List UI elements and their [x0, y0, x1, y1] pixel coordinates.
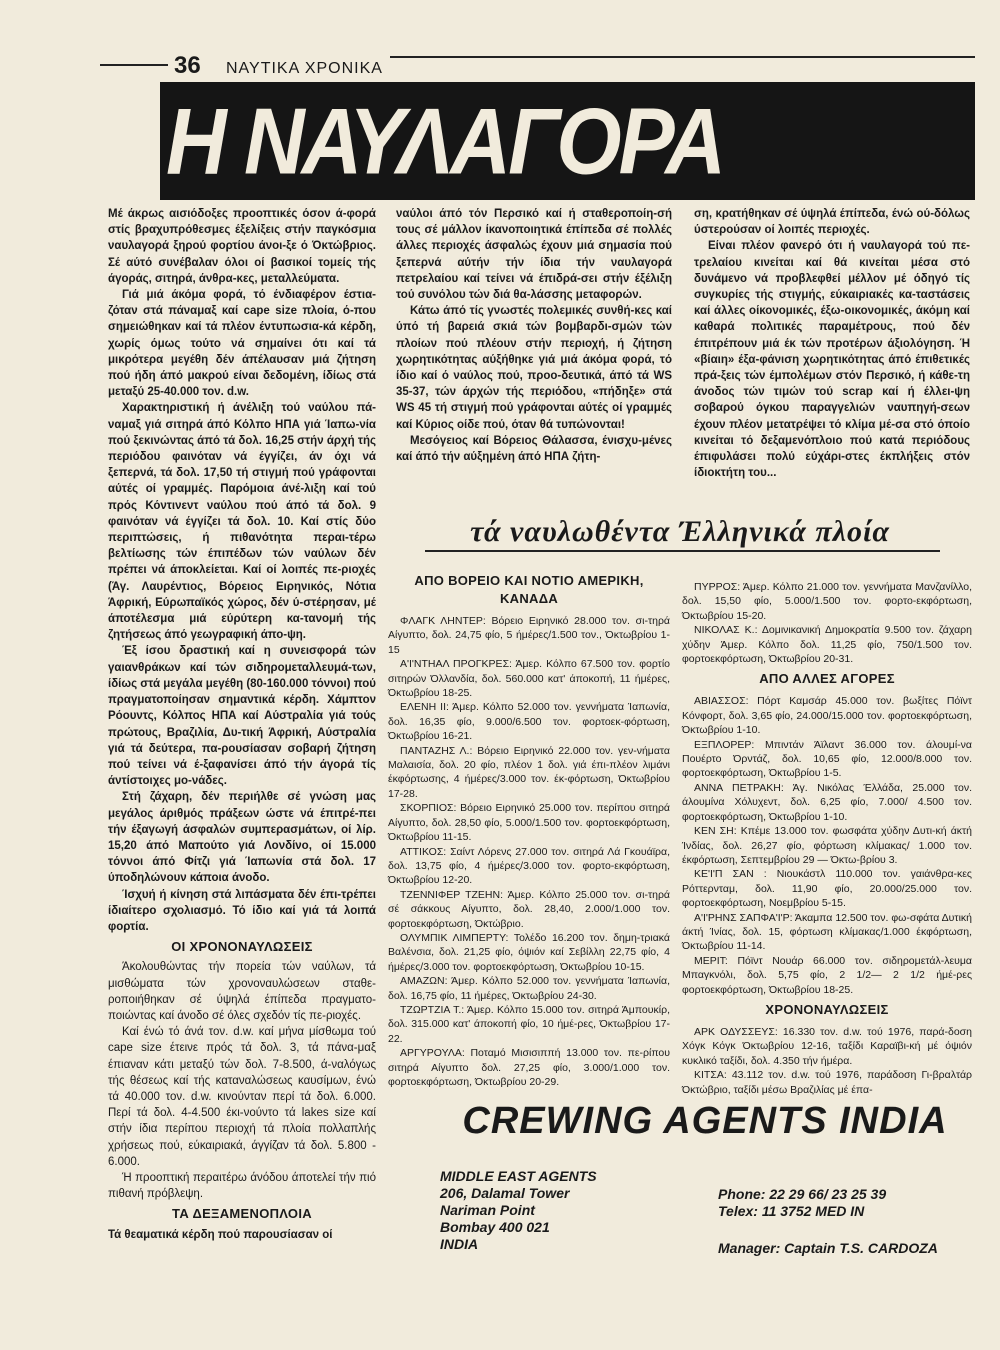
article-paragraph: Χαρακτηριστική ή άνέλιξη τού ναύλου πά-ναμαξ γιά σιτηρά άπό Κόλπο ΗΠΑ γιά Ίαπω-νία πού ξεκινώντας άπό τά δολ. 16,25 στήν άρχή τής περιόδου φαινόταν νά έγγίζει, άν όχι νά ξεπερνά, τά δολ. 17,50 τή στιγμή πού γράφονται αύτές οί γραμμές. Παρόμοια άνέ-λιξη καί τού πρός Κόντινεντ ναύλου πού άπό τά δολ. 9 φαινόταν νά έγγίζει τά δολ. 10. Καί στίς δύο περιπτώσεις, ή πιθανότητα περαι-τέρω βελτίωσης τών έπιπέδων τών ναύλων δέν πρέπει νά άποκλείεται. Καί οί λοιπές πε-ριοχές (Άγ. Λαυρέντιος, Βόρειος Ειρηνικός, Νότια Άφρική, Εύρωπαϊκός χώρος, δέν ύ-στέρησαν, μέ άποτέλεσμα μιά εύρύτερη κα-τανομή τής ζητήσεως άπό γεωγραφική άπο-ψη. [108, 402, 376, 642]
title-banner [160, 82, 975, 200]
article-title: Η ΝΑΥΛΑΓΟΡΑ [166, 88, 724, 194]
charter-entry: ΑΜΑΖΩΝ: Άμερ. Κόλπο 52.000 τον. γεννήματα Ίαπωνία, δολ. 16,75 φίο, 11 ήμέρες, Όκτωβρίου 24-30. [388, 975, 670, 1002]
list-heading-other-markets: ΑΠΟ ΑΛΛΕΣ ΑΓΟΡΕΣ [759, 671, 895, 687]
charter-entry: ΦΛΑΓΚ ΛΗΝΤΕΡ: Βόρειο Ειρηνικό 28.000 τον. σι-τηρά Αίγυπτο, δολ. 24,75 φίο, 5 ήμέρες/1.500 τον., Όκτωβρίου 1-15 [388, 615, 670, 656]
subheading-time-charters: ΟΙ ΧΡΟΝΟΝΑΥΛΩΣΕΙΣ [171, 939, 313, 955]
article-paragraph: ναύλοι άπό τόν Περσικό καί ή σταθεροποίη-σή τους σέ μάλλον ίκανοποιητικά έπίπεδα σέ πολλές άλλες περιοχές άσφαλώς έχουν μιά σημασία πού ξεπερνά αύτήν τήν ίδια τήν ναυλαγορά πετρελαίου καί τείνει νά έπιδρά-σει στήν έξέλιξη τού συνόλου τών διά θα-λάσσης μεταφορών. [396, 208, 672, 302]
article-paragraph: ση, κρατήθηκαν σέ ύψηλά έπίπεδα, ένώ ού-δόλως ύστερούσαν οί λοιπές περιοχές. [694, 208, 970, 237]
address-line: 206, Dalamal Tower [440, 1185, 570, 1201]
advert-manager: Manager: Captain T.S. CARDOZA [718, 1240, 938, 1256]
chartered-title-underline [425, 550, 940, 552]
list-heading-time-charters: ΧΡΟΝΟΝΑΥΛΩΣΕΙΣ [765, 1001, 889, 1017]
charter-entry: ΑΤΤΙΚΟΣ: Σαίντ Λόρενς 27.000 τον. σιτηρά Λά Γκουάϊρα, δολ. 13,75 φίο, 4 ήμέρες/3.000 τον. φορτο-εκφόρτωση, Όκτωβρίου 12-20. [388, 845, 670, 887]
charter-entry: ΑΡΚ ΟΔΥΣΣΕΥΣ: 16.330 τον. d.w. τού 1976, παρά-δοση Χόγκ Κόγκ Όκτωβρίου 12-16, ταξίδι Καραϊβι-κή μέ όψιόν κυκλικό ταξίδι, δολ. 4.350 τήν ήμέρα. [682, 1025, 972, 1067]
publication-name: ΝΑΥΤΙΚΑ ΧΡΟΝΙΚΑ [226, 60, 383, 77]
article-paragraph: Άκολουθώντας τήν πορεία τών ναύλων, τά μισθώματα τών χρονοναυλώσεων σταθε-ροποιήθηκαν σέ ύψηλά έπίπεδα πραγματο-ποιώντας καί άνοδο σέ όλες σχεδόν τίς πε-ριοχές. [108, 961, 376, 1022]
article-paragraph: Καί ένώ τό άνά τον. d.w. καί μήνα μίσθωμα τού cape size έτεινε πρός τά δολ. 3, τά πάνα-μαξ έπιαναν κάτι μεταξύ τών δολ. 7-8.500, ά-ναλόγως τής θέσεως καί τής καταναλώσεως καυσίμων, ένώ τά 40.000 τον. d.w. κινούνταν περί τά δολ. 6.000. Περί τά δολ. 4-4.500 έκι-νούντο τά lakes size καί στήν ίδια περίπου περιοχή τά πλοία πολλαπλής χρήσεως πού, εύκαιριακά, άγγίζαν τά δολ. 5.800 - 6.000. [108, 1026, 376, 1168]
subheading-tankers: ΤΑ ΔΕΞΑΜΕΝΟΠΛΟΙΑ [172, 1206, 312, 1222]
article-column-1 [108, 206, 376, 1243]
advert-address [440, 1168, 597, 1253]
article-column-2 [396, 206, 672, 465]
address-line: MIDDLE EAST AGENTS [440, 1168, 597, 1184]
advert-phone: Phone: 22 29 66/ 23 25 39 [718, 1186, 887, 1202]
article-paragraph: Κάτω άπό τίς γνωστές πολεμικές συνθή-κες καί ύπό τή βαρειά σκιά τών βομβαρδι-σμών τών πλοίων πού πλέουν στήν περιοχή, ή ζήτηση χωρητικότητας αύξήθηκε γιά μιά άκόμα φορά, τό ίδιο καί ό ναύλος πού, προο-δευτικά, άπό τά WS 35-37, τών άρχών τής περιόδου, «πήδηξε» στά WS 45 τή στιγμή πού γράφονται αύτές οί γραμμές καί Κύριος οίδε πού, όταν θά τυπώνονται! [396, 305, 672, 431]
advert-contact [718, 1186, 886, 1220]
charter-entry: Α'Ι'ΝΤΗΑΛ ΠΡΟΓΚΡΕΣ: Άμερ. Κόλπο 67.500 τον. φορτίο σιτηρών Όλλανδία, δολ. 560.000 κατ' άποκοπή, 11 ήμέρες, Όκτωβρίου 18-25. [388, 658, 670, 700]
charter-entry: Α'Ι'ΡΗΝΣ ΣΑΠΦΑ'Ι'Ρ: Άκαμπα 12.500 τον. φω-σφάτα Δυτική άκτή Ίνίας, δολ. 15, φόρτωση κλίμακας/1.000 έκφόρτωση, Όκτωβρίου 11-14. [682, 911, 972, 953]
charter-entry: ΠΥΡΡΟΣ: Άμερ. Κόλπο 21.000 τον. γεννήματα Μανζανίλλο, δολ. 15,50 φίο, 5.000/1.500 τον. φορτο-εκφόρτωση, Όκτωβρίου 15-20. [682, 581, 972, 622]
charter-entry: ΑΡΓΥΡΟΥΛΑ: Ποταμό Μισισιππή 13.000 τον. πε-ρίπου σιτηρά Αίγυπτο δολ. 27,25 φίο, 3.000/1.000 τον. φορτοεκφόρτωση, Όκτωβρίου 20-29. [388, 1047, 670, 1088]
article-paragraph: Είναι πλέον φανερό ότι ή ναυλαγορά τού πε-τρελαίου κινείται καί θά κινείται μέσα στό δυνάμενο νά προβλεφθεί μέλλον μέ όδηγό τίς συγκυρίες τής στιγμής, εύκαιριακές κα-ταστάσεις καί άλλες οίκονομικές, έξω-οικονομικές, άκόμη καί καθαρά πολιτικές παραμέτρους, πού δέν έπιτρέπουν μιά έκ τών προτέρων άξιολόγηση. Ή «βίαιη» έξα-φάνιση χωρητικότητας άπό έπιθετικές πρά-ξεις τών έμπολέμων στόν Περσικό, ή κάθε-τη άνοδος τών τιμών τού scrap καί ή έλλει-ψη σοβαρού όγκου παραγγελιών ναυπηγή-σεων έχουν πλέον μετατρέψει τό κλίμα μέ-σα στό όποίο κινείται τό δεξαμενόπλοιο πού κατά περιόδους έπιφυλάσει πολύ εύχάρι-στες έκπλήξεις στόν ίδιοκτήτη του... [694, 240, 970, 480]
article-paragraph: Γιά μιά άκόμα φορά, τό ένδιαφέρον έστια-ζόταν στά πάναμαξ καί cape size πλοία, ό-που σημειώθηκαν καί τά πλέον έντυπωσια-κά κέρδη, χωρίς όμως τούτο νά σημαίνει ότι καί τά μικρότερα μεγέθη δέν άπέλαυσαν μιά ζήτηση πού ήδη άπό μακρού είναι δεδομένη, ίδίως στά μεταξύ 25-40.000 τον. d.w. [108, 289, 376, 399]
charter-entry: ΤΖΩΡΤΖΙΑ Τ.: Άμερ. Κόλπο 15.000 τον. σιτηρά Άμπουκίρ, δολ. 315.000 κατ' άποκοπή φίο, 10 ήμέ-ρες, Όκτωβρίου 17-22. [388, 1003, 670, 1045]
article-paragraph: Μέ άκρως αισιόδοξες προοπτικές όσον ά-φορά στίς βραχυπρόθεσμες έξελίξεις στήν παγκόσμια ναυλαγορά ξηρού φορτίου άνοι-ξε ό Όκτώβριος. Σέ αύτό συνέβαλαν όλοι οί βασικοί τομείς τής άγοράς, σιτηρά, άνθρα-κες, μεταλλεύματα. [108, 208, 376, 285]
page-header [100, 52, 975, 82]
charter-entry: ΤΖΕΝΝΙΦΕΡ ΤΖΕΗΝ: Άμερ. Κόλπο 25.000 τον. σι-τηρά σέ σάκκους Αίγυπτο, δολ. 28,40, 2.000/1.000 τον. φορτοεκφόρτωση, Όκτώβριο. [388, 888, 670, 930]
article-paragraph: Τά θεαματικά κέρδη πού παρουσίασαν οί [108, 1228, 333, 1241]
advert-title: CREWING AGENTS INDIA [462, 1100, 948, 1142]
address-line: Nariman Point [440, 1202, 535, 1218]
crewing-agents-advert [440, 1096, 970, 1296]
article-paragraph: Μεσόγειος καί Βόρειος Θάλασσα, ένισχυ-μένες καί άπό τήν αύξημένη άπό ΗΠΑ ζήτη- [396, 434, 672, 464]
article-paragraph: Έξ ίσου δραστική καί η συνεισφορά τών γαιανθράκων καί τών σιδηρομεταλλευμά-των, ίδίως στά μεγάλα μεγέθη (80-160.000 τόννοι) πού πραγματοποίησαν σημαντικά κέρδη. Χάμπτον Ρόουντς, Κόλπος ΗΠΑ καί Αύστραλία γιά τούς πρώτους, Βραζιλία, Δυ-τική Άφρική, Αύστραλία γιά τά δεύτερα, πα-ρουσίασαν σοβαρή ζήτηση πού τείνει νά έ-ξαφανίσει άπό τήν άγορά τίς άντίστοιχες μο-νάδες. [108, 645, 376, 788]
header-rule-right [390, 56, 975, 58]
article-paragraph: Στή ζάχαρη, δέν περιήλθε σέ γνώση μας μεγάλος άριθμός πράξεων ώστε νά έπιτρέ-πει τήν έξαγωγή άσφαλών συμπερασμάτων, οί λίρ. 15,20 άπό Μαπούτο γιά Λονδίνο, οί 15.000 τόννοι άπό Φίτζι γιά Ίαπωνία στά δολ. 17 ύποδηλώνουν κάποια άνοδο. [108, 791, 376, 885]
charter-entry: ΣΚΟΡΠΙΟΣ: Βόρειο Ειρηνικό 25.000 τον. περίπου σιτηρά Αίγυπτο, δολ. 28,50 φίο, 5.000/1.500 τον. φορτοεκφόρτωση, Όκτωβρίου 11-15. [388, 802, 670, 844]
article-column-3 [694, 206, 970, 481]
charter-entry: ΜΕΡΙΤ: Πόϊντ Νουάρ 66.000 τον. σιδηρομετάλ-λευμα Μπαγκνόλι, δολ. 5,75 φίο, 2 1/2— 2 1/2 ήμέ-ρες φορτοεκφόρτωση, Όκτωβρίου 18-25. [682, 954, 972, 996]
article-paragraph: Ίσχυή ή κίνηση στά λιπάσματα δέν έπι-τρέπει ίδιαίτερο σχολιασμό. Τό ίδιο καί γιά τά λοιπά φορτία. [108, 888, 376, 933]
article-paragraph: Ή προοπτική περαιτέρω άνόδου άποτελεί τήν πιό πιθανή πρόβλεψη. [108, 1171, 376, 1201]
charter-entry: ΠΑΝΤΑΖΗΣ Λ.: Βόρειο Ειρηνικό 22.000 τον. γεν-νήματα Μαλαισία, δολ. 20 φίο, πλέον 1 δολ. γιά έπι-πλέον λιμάνι έκφόρτωσης, 4 ήμέρες/3.000 τον. έκ-φόρτωση, Όκτωβρίου 17-28. [388, 744, 670, 800]
list-heading-americas: ΑΠΟ ΒΟΡΕΙΟ ΚΑΙ ΝΟΤΙΟ ΑΜΕΡΙΚΗ, ΚΑΝΑΔΑ [414, 573, 644, 606]
charter-entry: ΚΕ'Ι'Π ΣΑΝ : Νιουκάστλ 110.000 τον. γαιάνθρα-κες Ρόττερνταμ, δολ. 11,90 φίο, 20.000/25.000 τον. φορτοεκφόρτωση, Νοεμβρίου 5-15. [682, 868, 972, 910]
charter-entry: ΚΕΝ ΣΗ: Κπέμε 13.000 τον. φωσφάτα χύδην Δυτι-κή άκτή Ίνδίας, δολ. 26,27 φίο, φόρτωση κλίμακας/ 1.000 τον. έκφόρτωση, Σεπτεμβρίου 29 — Όκτω-βρίου 3. [682, 825, 972, 866]
page-number: 36 [174, 52, 201, 79]
advert-telex: Telex: 11 3752 MED IN [718, 1203, 865, 1219]
address-line: Bombay 400 021 [440, 1219, 550, 1235]
chartered-ships-title: τά ναυλωθέντα Έλληνικά πλοία [470, 515, 890, 548]
address-line: INDIA [440, 1236, 479, 1252]
charter-entry: ΑΝΝΑ ΠΕΤΡΑΚΗ: Άγ. Νικόλας Έλλάδα, 25.000 τον. άλουμίνα Χόλυχεντ, δολ. 6,25 φίο, 7.000/ 4.500 τον. φορτοεκφόρτωση, Όκτωβρίου 1-10. [682, 781, 972, 823]
charter-entry: ΟΛΥΜΠΙΚ ΛΙΜΠΕΡΤΥ: Τολέδο 16.200 τον. δημη-τριακά Βαλένσια, δολ. 21,25 φίο, όψιόν καί Σεβίλλη 22,75 φίο, 4 ήμέρες/3.000 τον. φορτοεκφόρτωση, Όκτωβρίου 10-15. [388, 931, 670, 973]
header-rule-left [100, 64, 168, 66]
charter-entry: ΚΙΤΣΑ: 43.112 τον. d.w. τού 1976, παράδοση Γι-βραλτάρ Όκτώβριο, ταξίδι μέσω Βραζιλίας μέ έπα- [682, 1069, 972, 1096]
charter-entry: ΝΙΚΟΛΑΣ Κ.: Δομινικανική Δημοκρατία 9.500 τον. ζάχαρη χύδην Άμερ. Κόλπο δολ. 11,25 φίο, 750/1.500 τον. φορτοεκφόρτωση, Όκτωβρίου 20-31. [682, 624, 972, 666]
charter-entry: ΕΛΕΝΗ ΙΙ: Άμερ. Κόλπο 52.000 τον. γεννήματα Ίαπωνία, δολ. 16,35 φίο, 9.000/6.500 τον. φορτοεκ-φόρτωση, Όκτωβρίου 16-21. [388, 701, 670, 743]
charter-entry: ΑΒΙΑΣΣΟΣ: Πόρτ Καμσάρ 45.000 τον. βωξίτες Πόϊντ Κόνφορτ, δολ. 3,65 φίο, 24.000/15.000 τον. φορτοεκφόρτωση, Όκτωβρίου 1-10. [682, 695, 972, 737]
chartered-list-americas [388, 568, 670, 1089]
chartered-list-other [682, 580, 972, 1097]
charter-entry: ΕΞΠΛΟΡΕΡ: Μπιντάν Άϊλαντ 36.000 τον. άλουμί-να Πουέρτο Όρντάζ, δολ. 10,65 φίο, 12.000/8.000 τον. φορτοεκφόρτωση, Όκτωβρίου 1-5. [682, 738, 972, 780]
